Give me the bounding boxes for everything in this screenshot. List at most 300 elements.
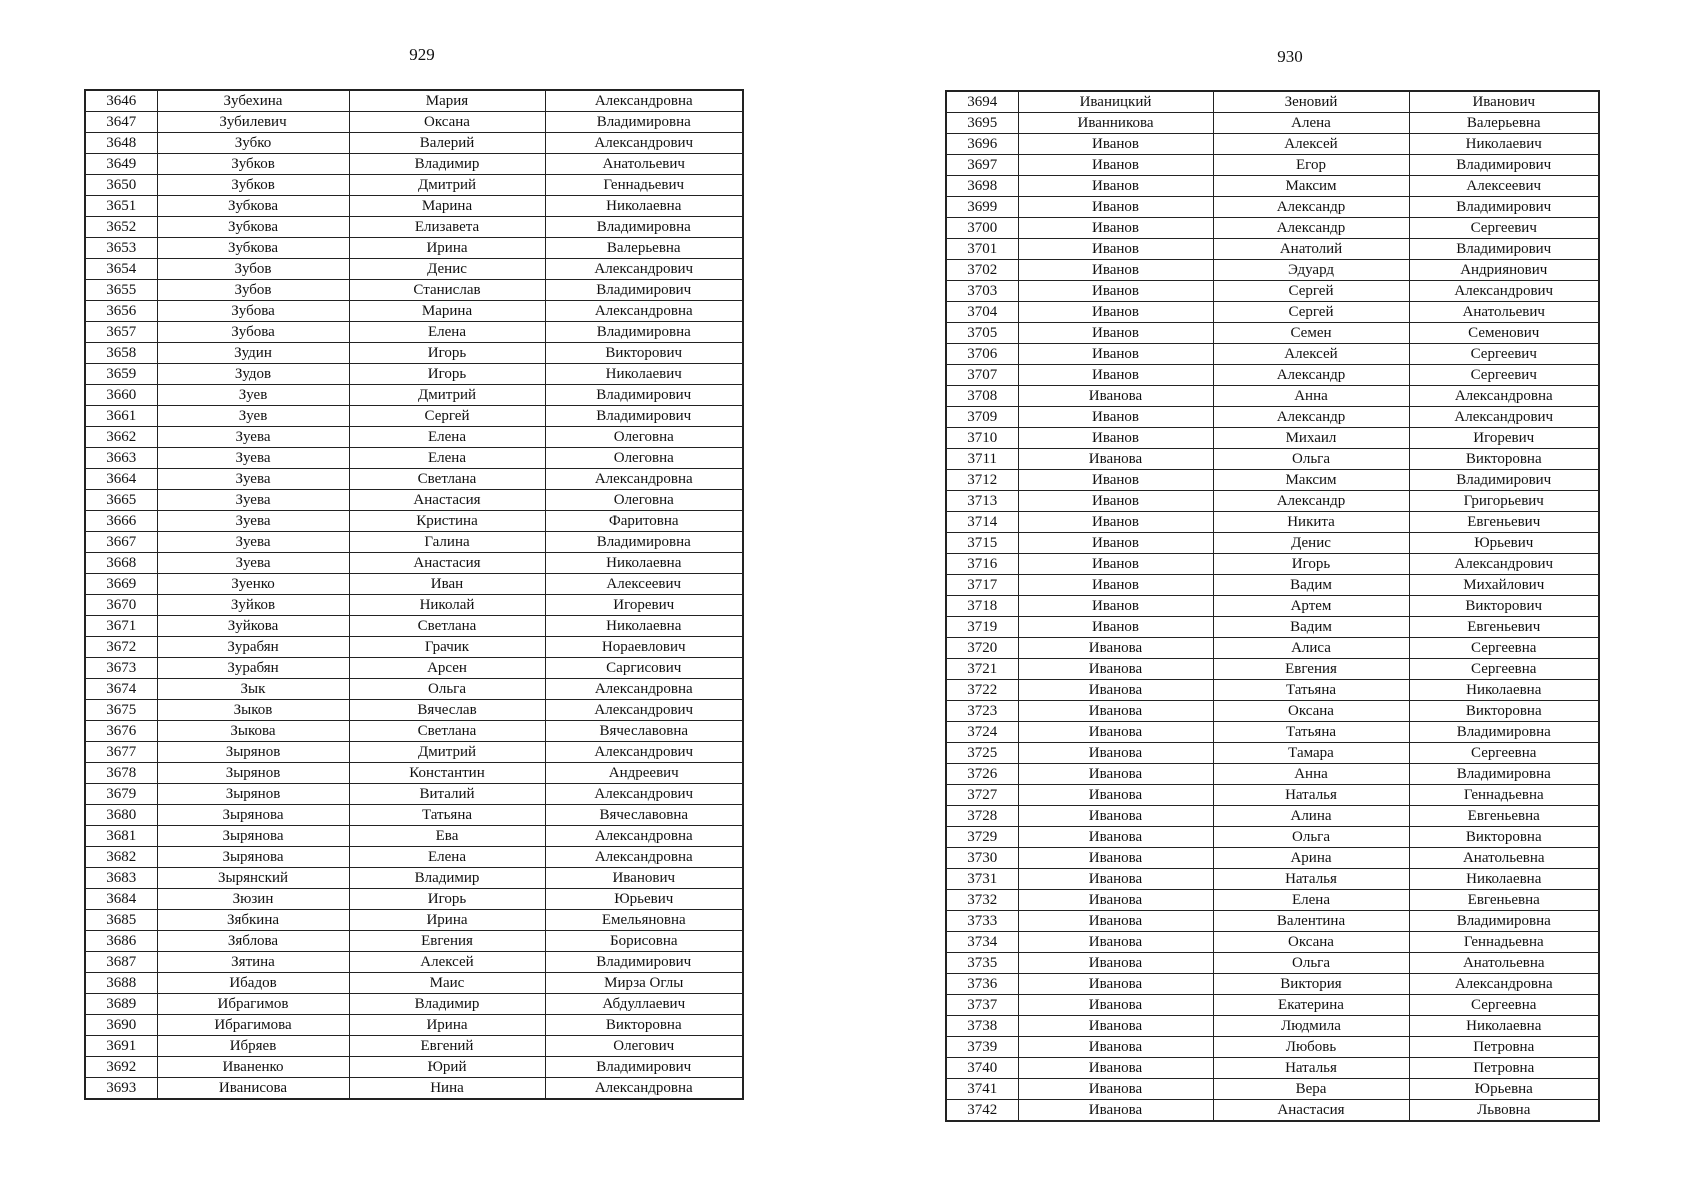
patronymic-cell: Олеговна (545, 448, 743, 469)
record-number-cell: 3678 (85, 763, 157, 784)
record-number-cell: 3731 (946, 869, 1018, 890)
table-row (85, 406, 743, 427)
first-name-cell: Елена (349, 427, 545, 448)
record-number-cell: 3695 (946, 113, 1018, 134)
patronymic-cell: Михайлович (1409, 575, 1599, 596)
first-name-cell: Галина (349, 532, 545, 553)
patronymic-cell: Владимировна (1409, 722, 1599, 743)
table-row (85, 322, 743, 343)
table-row (946, 449, 1599, 470)
patronymic-cell: Андриянович (1409, 260, 1599, 281)
first-name-cell: Дмитрий (349, 175, 545, 196)
last-name-cell: Ибрагимов (157, 994, 349, 1015)
last-name-cell: Зяблова (157, 931, 349, 952)
patronymic-cell: Андреевич (545, 763, 743, 784)
table-row (946, 323, 1599, 344)
record-number-cell: 3654 (85, 259, 157, 280)
first-name-cell: Семен (1213, 323, 1409, 344)
table-row (85, 595, 743, 616)
last-name-cell: Иванова (1018, 785, 1213, 806)
record-number-cell: 3726 (946, 764, 1018, 785)
table-row (85, 175, 743, 196)
first-name-cell: Кристина (349, 511, 545, 532)
table-row (946, 155, 1599, 176)
table-row (85, 259, 743, 280)
first-name-cell: Марина (349, 301, 545, 322)
patronymic-cell: Борисовна (545, 931, 743, 952)
patronymic-cell: Александровна (1409, 386, 1599, 407)
record-number-cell: 3720 (946, 638, 1018, 659)
record-number-cell: 3661 (85, 406, 157, 427)
first-name-cell: Наталья (1213, 869, 1409, 890)
last-name-cell: Зудин (157, 343, 349, 364)
record-number-cell: 3710 (946, 428, 1018, 449)
last-name-cell: Иванов (1018, 365, 1213, 386)
first-name-cell: Ирина (349, 238, 545, 259)
patronymic-cell: Иванович (1409, 91, 1599, 113)
table-row (85, 364, 743, 385)
patronymic-cell: Юрьевич (1409, 533, 1599, 554)
record-number-cell: 3662 (85, 427, 157, 448)
patronymic-cell: Александровна (545, 826, 743, 847)
table-row (85, 511, 743, 532)
patronymic-cell: Викторовна (1409, 701, 1599, 722)
last-name-cell: Зуйкова (157, 616, 349, 637)
patronymic-cell: Евгеньевна (1409, 890, 1599, 911)
table-row (946, 848, 1599, 869)
last-name-cell: Иванов (1018, 260, 1213, 281)
last-name-cell: Иванов (1018, 512, 1213, 533)
last-name-cell: Иванова (1018, 995, 1213, 1016)
last-name-cell: Иванов (1018, 134, 1213, 155)
patronymic-cell: Валерьевна (1409, 113, 1599, 134)
first-name-cell: Маис (349, 973, 545, 994)
record-number-cell: 3674 (85, 679, 157, 700)
patronymic-cell: Евгеньевич (1409, 512, 1599, 533)
last-name-cell: Иванова (1018, 953, 1213, 974)
last-name-cell: Зубкова (157, 238, 349, 259)
first-name-cell: Дмитрий (349, 742, 545, 763)
table-row (85, 994, 743, 1015)
table-row (85, 910, 743, 931)
table-row (946, 638, 1599, 659)
first-name-cell: Тамара (1213, 743, 1409, 764)
last-name-cell: Иванова (1018, 743, 1213, 764)
first-name-cell: Максим (1213, 176, 1409, 197)
record-number-cell: 3725 (946, 743, 1018, 764)
last-name-cell: Зурабян (157, 637, 349, 658)
record-number-cell: 3700 (946, 218, 1018, 239)
table-row (946, 491, 1599, 512)
last-name-cell: Зубков (157, 175, 349, 196)
record-number-cell: 3670 (85, 595, 157, 616)
first-name-cell: Валерий (349, 133, 545, 154)
record-number-cell: 3673 (85, 658, 157, 679)
patronymic-cell: Александрович (545, 133, 743, 154)
record-number-cell: 3724 (946, 722, 1018, 743)
record-number-cell: 3659 (85, 364, 157, 385)
record-number-cell: 3691 (85, 1036, 157, 1057)
first-name-cell: Оксана (1213, 932, 1409, 953)
patronymic-cell: Александровна (545, 1078, 743, 1100)
first-name-cell: Владимир (349, 154, 545, 175)
patronymic-cell: Анатольевна (1409, 848, 1599, 869)
record-number-cell: 3722 (946, 680, 1018, 701)
last-name-cell: Иванов (1018, 407, 1213, 428)
record-number-cell: 3693 (85, 1078, 157, 1100)
patronymic-cell: Емельяновна (545, 910, 743, 931)
record-number-cell: 3736 (946, 974, 1018, 995)
record-number-cell: 3738 (946, 1016, 1018, 1037)
table-row (946, 722, 1599, 743)
first-name-cell: Станислав (349, 280, 545, 301)
last-name-cell: Зуева (157, 553, 349, 574)
patronymic-cell: Игоревич (1409, 428, 1599, 449)
last-name-cell: Зырянский (157, 868, 349, 889)
table-row (946, 218, 1599, 239)
table-row (946, 554, 1599, 575)
table-row (85, 532, 743, 553)
first-name-cell: Елизавета (349, 217, 545, 238)
last-name-cell: Иванов (1018, 323, 1213, 344)
last-name-cell: Зудов (157, 364, 349, 385)
table-row (85, 196, 743, 217)
record-number-cell: 3677 (85, 742, 157, 763)
table-row (85, 133, 743, 154)
patronymic-cell: Александрович (545, 259, 743, 280)
first-name-cell: Николай (349, 595, 545, 616)
last-name-cell: Иванисова (157, 1078, 349, 1100)
last-name-cell: Зуенко (157, 574, 349, 595)
first-name-cell: Арина (1213, 848, 1409, 869)
record-number-cell: 3696 (946, 134, 1018, 155)
record-number-cell: 3657 (85, 322, 157, 343)
patronymic-cell: Викторовна (1409, 827, 1599, 848)
last-name-cell: Ибряев (157, 1036, 349, 1057)
record-number-cell: 3713 (946, 491, 1018, 512)
table-row (85, 742, 743, 763)
page-number-right: 930 (1277, 47, 1303, 66)
table-row (946, 743, 1599, 764)
last-name-cell: Иванова (1018, 449, 1213, 470)
table-row (85, 1015, 743, 1036)
patronymic-cell: Александрович (1409, 281, 1599, 302)
first-name-cell: Иван (349, 574, 545, 595)
record-number-cell: 3653 (85, 238, 157, 259)
first-name-cell: Татьяна (1213, 680, 1409, 701)
patronymic-cell: Григорьевич (1409, 491, 1599, 512)
first-name-cell: Зеновий (1213, 91, 1409, 113)
record-number-cell: 3652 (85, 217, 157, 238)
patronymic-cell: Анатольевич (545, 154, 743, 175)
table-row (85, 679, 743, 700)
last-name-cell: Иванова (1018, 911, 1213, 932)
last-name-cell: Иванов (1018, 344, 1213, 365)
last-name-cell: Зуева (157, 427, 349, 448)
record-number-cell: 3647 (85, 112, 157, 133)
table-row (946, 701, 1599, 722)
patronymic-cell: Алексеевич (1409, 176, 1599, 197)
last-name-cell: Иванов (1018, 176, 1213, 197)
record-number-cell: 3727 (946, 785, 1018, 806)
first-name-cell: Ольга (349, 679, 545, 700)
last-name-cell: Зурабян (157, 658, 349, 679)
last-name-cell: Зубкова (157, 196, 349, 217)
patronymic-cell: Александрович (545, 742, 743, 763)
patronymic-cell: Геннадьевна (1409, 932, 1599, 953)
last-name-cell: Иванова (1018, 386, 1213, 407)
record-number-cell: 3685 (85, 910, 157, 931)
patronymic-cell: Евгеньевна (1409, 806, 1599, 827)
first-name-cell: Евгений (349, 1036, 545, 1057)
record-number-cell: 3648 (85, 133, 157, 154)
table-row (85, 448, 743, 469)
patronymic-cell: Викторовна (1409, 449, 1599, 470)
table-row (946, 1037, 1599, 1058)
first-name-cell: Денис (1213, 533, 1409, 554)
last-name-cell: Иванова (1018, 764, 1213, 785)
patronymic-cell: Владимирович (1409, 155, 1599, 176)
record-number-cell: 3699 (946, 197, 1018, 218)
first-name-cell: Елена (1213, 890, 1409, 911)
last-name-cell: Зубов (157, 259, 349, 280)
record-number-cell: 3667 (85, 532, 157, 553)
patronymic-cell: Александровна (545, 469, 743, 490)
table-row (85, 343, 743, 364)
first-name-cell: Наталья (1213, 1058, 1409, 1079)
table-row (85, 637, 743, 658)
patronymic-cell: Александровна (1409, 974, 1599, 995)
record-number-cell: 3676 (85, 721, 157, 742)
first-name-cell: Юрий (349, 1057, 545, 1078)
last-name-cell: Зык (157, 679, 349, 700)
record-number-cell: 3658 (85, 343, 157, 364)
table-row (85, 763, 743, 784)
patronymic-cell: Александровна (545, 90, 743, 112)
table-row (946, 890, 1599, 911)
last-name-cell: Иванова (1018, 701, 1213, 722)
first-name-cell: Александр (1213, 491, 1409, 512)
last-name-cell: Иванова (1018, 1079, 1213, 1100)
last-name-cell: Зябкина (157, 910, 349, 931)
record-number-cell: 3740 (946, 1058, 1018, 1079)
first-name-cell: Сергей (349, 406, 545, 427)
first-name-cell: Ольга (1213, 827, 1409, 848)
last-name-cell: Иванова (1018, 806, 1213, 827)
table-row (946, 1100, 1599, 1122)
patronymic-cell: Николаевич (545, 364, 743, 385)
table-row (946, 911, 1599, 932)
record-number-cell: 3680 (85, 805, 157, 826)
first-name-cell: Наталья (1213, 785, 1409, 806)
first-name-cell: Анна (1213, 386, 1409, 407)
table-row (946, 512, 1599, 533)
record-number-cell: 3665 (85, 490, 157, 511)
first-name-cell: Елена (349, 847, 545, 868)
table-row (946, 91, 1599, 113)
first-name-cell: Эдуард (1213, 260, 1409, 281)
patronymic-cell: Николаевна (1409, 1016, 1599, 1037)
patronymic-cell: Сергеевна (1409, 995, 1599, 1016)
first-name-cell: Татьяна (349, 805, 545, 826)
first-name-cell: Михаил (1213, 428, 1409, 449)
record-number-cell: 3721 (946, 659, 1018, 680)
patronymic-cell: Викторович (545, 343, 743, 364)
record-number-cell: 3708 (946, 386, 1018, 407)
last-name-cell: Зубкова (157, 217, 349, 238)
table-row (85, 868, 743, 889)
patronymic-cell: Олеговна (545, 490, 743, 511)
record-number-cell: 3675 (85, 700, 157, 721)
record-number-cell: 3698 (946, 176, 1018, 197)
first-name-cell: Вячеслав (349, 700, 545, 721)
patronymic-cell: Владимирович (545, 1057, 743, 1078)
record-number-cell: 3686 (85, 931, 157, 952)
last-name-cell: Иванова (1018, 1016, 1213, 1037)
table-row (946, 428, 1599, 449)
last-name-cell: Иванов (1018, 533, 1213, 554)
patronymic-cell: Николаевна (545, 616, 743, 637)
patronymic-cell: Сергеевич (1409, 365, 1599, 386)
patronymic-cell: Сергеевна (1409, 743, 1599, 764)
last-name-cell: Зыкова (157, 721, 349, 742)
table-row (85, 658, 743, 679)
patronymic-cell: Александровна (545, 847, 743, 868)
first-name-cell: Екатерина (1213, 995, 1409, 1016)
record-number-cell: 3709 (946, 407, 1018, 428)
record-number-cell: 3741 (946, 1079, 1018, 1100)
first-name-cell: Алексей (1213, 344, 1409, 365)
first-name-cell: Анна (1213, 764, 1409, 785)
last-name-cell: Иванов (1018, 575, 1213, 596)
first-name-cell: Ирина (349, 1015, 545, 1036)
record-number-cell: 3734 (946, 932, 1018, 953)
patronymic-cell: Владимировна (545, 532, 743, 553)
first-name-cell: Любовь (1213, 1037, 1409, 1058)
table-row (85, 826, 743, 847)
record-number-cell: 3737 (946, 995, 1018, 1016)
table-row (946, 1016, 1599, 1037)
patronymic-cell: Александрович (1409, 407, 1599, 428)
patronymic-cell: Петровна (1409, 1058, 1599, 1079)
last-name-cell: Иванова (1018, 1037, 1213, 1058)
record-number-cell: 3682 (85, 847, 157, 868)
patronymic-cell: Владимирович (545, 280, 743, 301)
table-row (946, 260, 1599, 281)
first-name-cell: Светлана (349, 469, 545, 490)
table-row (946, 953, 1599, 974)
first-name-cell: Никита (1213, 512, 1409, 533)
first-name-cell: Оксана (349, 112, 545, 133)
patronymic-cell: Сергеевич (1409, 344, 1599, 365)
table-row (85, 90, 743, 112)
patronymic-cell: Анатольевна (1409, 953, 1599, 974)
patronymic-cell: Алексеевич (545, 574, 743, 595)
first-name-cell: Алексей (1213, 134, 1409, 155)
patronymic-cell: Владимирович (1409, 470, 1599, 491)
last-name-cell: Иванов (1018, 281, 1213, 302)
table-row (946, 533, 1599, 554)
patronymic-cell: Владимировна (1409, 764, 1599, 785)
first-name-cell: Владимир (349, 994, 545, 1015)
table-row (85, 280, 743, 301)
last-name-cell: Зуева (157, 469, 349, 490)
record-number-cell: 3687 (85, 952, 157, 973)
last-name-cell: Зуев (157, 385, 349, 406)
record-number-cell: 3733 (946, 911, 1018, 932)
first-name-cell: Вадим (1213, 617, 1409, 638)
table-row (946, 1058, 1599, 1079)
table-row (85, 973, 743, 994)
table-row (85, 427, 743, 448)
record-number-cell: 3742 (946, 1100, 1018, 1122)
patronymic-cell: Николаевна (1409, 680, 1599, 701)
patronymic-cell: Саргисович (545, 658, 743, 679)
patronymic-cell: Евгеньевич (1409, 617, 1599, 638)
last-name-cell: Иванов (1018, 596, 1213, 617)
patronymic-cell: Олегович (545, 1036, 743, 1057)
patronymic-cell: Сергеевна (1409, 638, 1599, 659)
last-name-cell: Иваницкий (1018, 91, 1213, 113)
table-row (85, 385, 743, 406)
last-name-cell: Зырянов (157, 784, 349, 805)
first-name-cell: Александр (1213, 365, 1409, 386)
record-number-cell: 3702 (946, 260, 1018, 281)
table-row (85, 931, 743, 952)
last-name-cell: Иванова (1018, 680, 1213, 701)
table-row (85, 574, 743, 595)
last-name-cell: Зубова (157, 322, 349, 343)
table-row (85, 301, 743, 322)
patronymic-cell: Викторовна (545, 1015, 743, 1036)
first-name-cell: Александр (1213, 407, 1409, 428)
first-name-cell: Светлана (349, 616, 545, 637)
patronymic-cell: Юрьевич (545, 889, 743, 910)
record-number-cell: 3656 (85, 301, 157, 322)
record-number-cell: 3671 (85, 616, 157, 637)
record-number-cell: 3712 (946, 470, 1018, 491)
last-name-cell: Иванов (1018, 218, 1213, 239)
last-name-cell: Зубилевич (157, 112, 349, 133)
first-name-cell: Марина (349, 196, 545, 217)
first-name-cell: Светлана (349, 721, 545, 742)
first-name-cell: Денис (349, 259, 545, 280)
first-name-cell: Виктория (1213, 974, 1409, 995)
patronymic-cell: Сергеевич (1409, 218, 1599, 239)
patronymic-cell: Владимировна (545, 112, 743, 133)
last-name-cell: Иванов (1018, 470, 1213, 491)
patronymic-cell: Валерьевна (545, 238, 743, 259)
record-number-cell: 3705 (946, 323, 1018, 344)
last-name-cell: Зуева (157, 511, 349, 532)
table-row (946, 113, 1599, 134)
last-name-cell: Зубов (157, 280, 349, 301)
last-name-cell: Ибрагимова (157, 1015, 349, 1036)
table-row (946, 974, 1599, 995)
last-name-cell: Иванова (1018, 869, 1213, 890)
first-name-cell: Вера (1213, 1079, 1409, 1100)
table-row (85, 700, 743, 721)
record-number-cell: 3672 (85, 637, 157, 658)
first-name-cell: Евгения (349, 931, 545, 952)
table-row (946, 617, 1599, 638)
patronymic-cell: Олеговна (545, 427, 743, 448)
patronymic-cell: Александрович (1409, 554, 1599, 575)
record-number-cell: 3723 (946, 701, 1018, 722)
table-row (946, 785, 1599, 806)
table-row (946, 869, 1599, 890)
record-number-cell: 3729 (946, 827, 1018, 848)
